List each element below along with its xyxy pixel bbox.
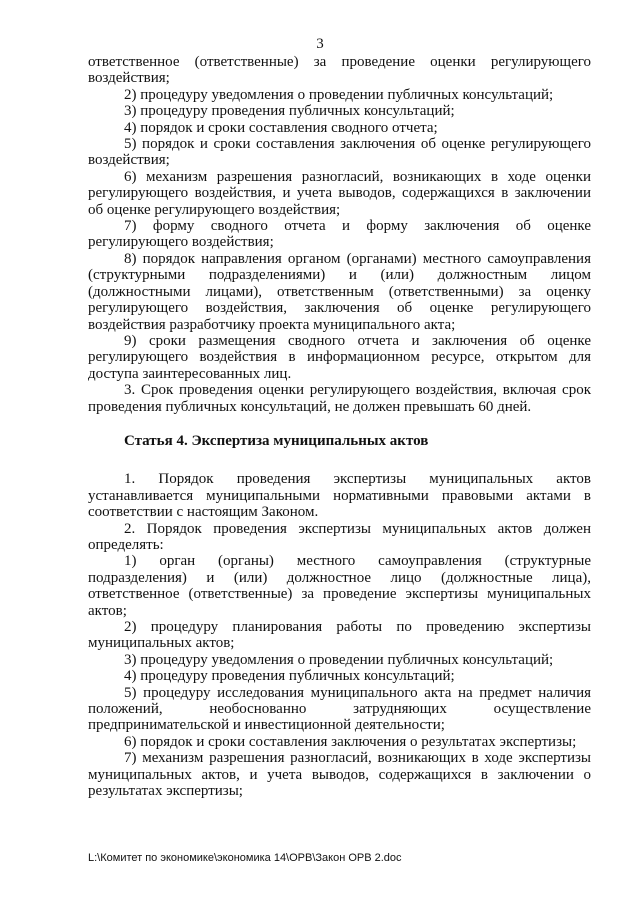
paragraph: 2. Порядок проведения экспертизы муниципальных актов должен определять: <box>88 520 591 553</box>
paragraph: 3. Срок проведения оценки регулирующего воздействия, включая срок проведения публичных консультаций, не должен превышать 60 дней. <box>88 382 591 415</box>
paragraph: 6) порядок и сроки составления заключения о результатах экспертизы; <box>124 733 577 750</box>
paragraph: 6) механизм разрешения разногласий, возникающих в ходе оценки регулирующего воздействия, и учета выводов, содержащихся в заключении об оценке регулирующего воздействия; <box>88 168 591 218</box>
paragraph: 2) процедуру планирования работы по проведению экспертизы муниципальных актов; <box>88 619 591 652</box>
paragraph: 3) процедуру проведения публичных консультаций; <box>124 103 455 120</box>
paragraph: 1. Порядок проведения экспертизы муниципальных актов устанавливается муниципальными нормативными правовыми актами в соответствии с настоящим Законом. <box>88 471 591 521</box>
paragraph: 9) сроки размещения сводного отчета и заключения об оценке регулирующего воздействия в информационном ресурсе, открытом для доступа заинтересованных лиц. <box>88 332 591 382</box>
article-heading: Статья 4. Экспертиза муниципальных актов <box>124 432 429 449</box>
document-body <box>88 54 591 799</box>
paragraph: 5) процедуру исследования муниципального акта на предмет наличия положений, необоснованно затрудняющих осуществление предпринимательской и инвестиционной деятельности; <box>88 684 591 734</box>
paragraph: 4) процедуру проведения публичных консультаций; <box>124 668 455 685</box>
article-4-body <box>88 471 591 799</box>
paragraph: 1) орган (органы) местного самоуправления (структурные подразделения) и (или) должностное лицо (должностные лица), ответственное (ответственные) за проведение экспертизы муниципальных актов; <box>88 553 591 619</box>
file-path-footer: L:\Комитет по экономике\экономика 14\ОРВ\Закон ОРВ 2.doc <box>88 852 402 864</box>
section-1 <box>88 54 591 415</box>
paragraph: 8) порядок направления органом (органами) местного самоуправления (структурными подразделениями) и (или) должностным лицом (должностными лицами), ответственным (ответственными) за оценку регулирующего воздействия, заключения об оценке регулирующего воздействия разработчику проекта муниципального акта; <box>88 250 591 333</box>
paragraph: 7) механизм разрешения разногласий, возникающих в ходе экспертизы муниципальных актов, и учета выводов, содержащихся в заключении о результатах экспертизы; <box>88 750 591 800</box>
paragraph: 3) процедуру уведомления о проведении публичных консультаций; <box>124 651 554 668</box>
paragraph: 7) форму сводного отчета и форму заключения об оценке регулирующего воздействия; <box>88 218 591 251</box>
paragraph: ответственное (ответственные) за проведение оценки регулирующего воздействия; <box>88 54 591 87</box>
paragraph: 5) порядок и сроки составления заключения об оценке регулирующего воздействия; <box>88 136 591 169</box>
paragraph: 2) процедуру уведомления о проведении публичных консультаций; <box>124 86 554 103</box>
paragraph: 4) порядок и сроки составления сводного отчета; <box>124 119 438 136</box>
page-number: 3 <box>316 36 324 52</box>
